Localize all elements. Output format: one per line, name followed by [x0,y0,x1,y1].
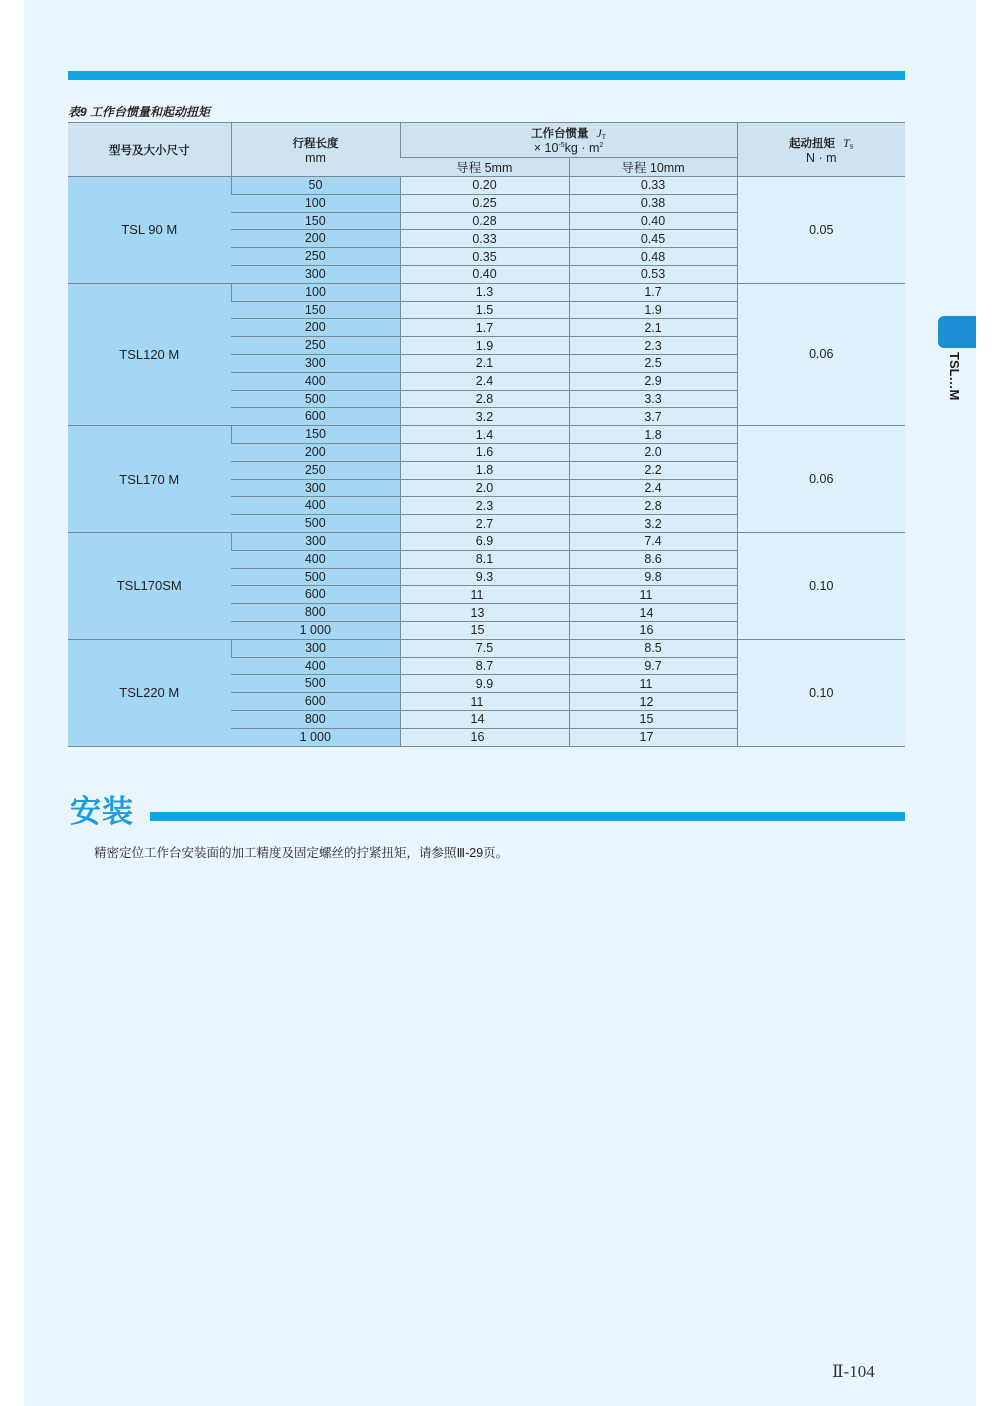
inertia-5mm-cell: 1.6 [400,443,569,461]
stroke-cell: 250 [231,248,400,266]
torque-cell: 0.05 [737,177,905,284]
inertia-10mm-cell: 3.7 [569,408,737,426]
stroke-cell: 100 [231,194,400,212]
inertia-10mm-cell: 2.8 [569,497,737,515]
inertia-10mm-cell: 2.9 [569,372,737,390]
torque-cell: 0.10 [737,532,905,639]
stroke-cell: 200 [231,319,400,337]
table-caption: 表9 工作台惯量和起动扭矩 [68,105,211,119]
inertia-5mm-cell: 11 [400,586,569,604]
torque-cell: 0.06 [737,283,905,425]
stroke-cell: 800 [231,710,400,728]
inertia-10mm-cell: 12 [569,693,737,711]
inertia-5mm-cell: 13 [400,604,569,622]
inertia-5mm-cell: 0.28 [400,212,569,230]
header-stroke [231,123,400,177]
inertia-5mm-cell: 0.20 [400,177,569,195]
stroke-cell: 1 000 [231,621,400,639]
side-tab-marker [938,316,976,348]
inertia-5mm-cell: 8.7 [400,657,569,675]
stroke-cell: 200 [231,443,400,461]
inertia-10mm-cell: 16 [569,621,737,639]
stroke-cell: 500 [231,568,400,586]
table-row [68,426,905,444]
inertia-10mm-cell: 1.8 [569,426,737,444]
inertia-10mm-cell: 0.48 [569,248,737,266]
inertia-10mm-cell: 9.8 [569,568,737,586]
top-accent-bar [68,71,905,80]
stroke-cell: 600 [231,586,400,604]
header-inertia-label: 工作台惯量 [530,128,589,140]
stroke-cell: 300 [231,639,400,657]
header-stroke-unit: mm [305,150,326,165]
table-row [68,177,905,195]
torque-cell: 0.10 [737,639,905,746]
header-inertia-unit: × $10^{-5}kg \cdot m^2$ [533,141,604,155]
stroke-cell: 150 [231,426,400,444]
inertia-symbol: $J_T$ [596,126,607,141]
inertia-10mm-cell: 1.9 [569,301,737,319]
table-row [68,639,905,657]
stroke-cell: 400 [231,550,400,568]
stroke-cell: 150 [231,301,400,319]
header-torque-unit: N · m [805,150,837,165]
inertia-10mm-cell: 8.5 [569,639,737,657]
installation-title: 安装 [70,794,134,829]
stroke-cell: 500 [231,390,400,408]
inertia-5mm-cell: 3.2 [400,408,569,426]
model-cell: TSL170SM [68,532,231,639]
model-cell: TSL120 M [68,283,231,425]
inertia-10mm-cell: 2.5 [569,354,737,372]
stroke-cell: 600 [231,693,400,711]
inertia-5mm-cell: 15 [400,621,569,639]
inertia-5mm-cell: 2.7 [400,515,569,533]
stroke-cell: 300 [231,354,400,372]
stroke-cell: 400 [231,657,400,675]
table-row [68,532,905,550]
stroke-cell: 500 [231,515,400,533]
torque-cell: 0.06 [737,426,905,533]
inertia-5mm-cell: 1.9 [400,337,569,355]
stroke-cell: 300 [231,479,400,497]
inertia-5mm-cell: 1.8 [400,461,569,479]
inertia-5mm-cell: 0.33 [400,230,569,248]
stroke-cell: 400 [231,372,400,390]
inertia-10mm-cell: 0.45 [569,230,737,248]
inertia-10mm-cell: 2.0 [569,443,737,461]
header-lead-5: 导程 5mm [400,158,569,177]
stroke-cell: 800 [231,604,400,622]
table-body [68,177,905,747]
header-torque [737,123,905,177]
inertia-10mm-cell: 3.2 [569,515,737,533]
header-lead-10: 导程 10mm [569,158,737,177]
stroke-cell: 300 [231,265,400,283]
stroke-cell: 50 [231,177,400,195]
inertia-5mm-cell: 9.9 [400,675,569,693]
stroke-cell: 1 000 [231,728,400,746]
inertia-10mm-cell: 7.4 [569,532,737,550]
inertia-5mm-cell: 2.1 [400,354,569,372]
section-accent-bar [150,812,905,821]
inertia-10mm-cell: 1.7 [569,283,737,301]
stroke-cell: 600 [231,408,400,426]
inertia-5mm-cell: 1.5 [400,301,569,319]
inertia-5mm-cell: 16 [400,728,569,746]
inertia-10mm-cell: 3.3 [569,390,737,408]
inertia-10mm-cell: 0.38 [569,194,737,212]
inertia-10mm-cell: 17 [569,728,737,746]
stroke-cell: 200 [231,230,400,248]
header-stroke-label: 行程长度 [292,137,339,150]
header-inertia [400,123,737,158]
inertia-10mm-cell: 0.53 [569,265,737,283]
stroke-cell: 250 [231,461,400,479]
inertia-5mm-cell: 9.3 [400,568,569,586]
inertia-10mm-cell: 2.1 [569,319,737,337]
inertia-10mm-cell: 9.7 [569,657,737,675]
model-cell: TSL220 M [68,639,231,746]
inertia-10mm-cell: 0.40 [569,212,737,230]
inertia-10mm-cell: 8.6 [569,550,737,568]
header-model: 型号及大小尺寸 [68,123,231,177]
inertia-5mm-cell: 2.3 [400,497,569,515]
inertia-10mm-cell: 11 [569,586,737,604]
table-row [68,283,905,301]
model-cell: TSL170 M [68,426,231,533]
side-tab-label: TSL…M [947,352,962,401]
inertia-5mm-cell: 6.9 [400,532,569,550]
inertia-10mm-cell: 15 [569,710,737,728]
inertia-5mm-cell: 1.7 [400,319,569,337]
inertia-torque-table [68,122,905,747]
inertia-5mm-cell: 0.35 [400,248,569,266]
inertia-5mm-cell: 11 [400,693,569,711]
inertia-10mm-cell: 0.33 [569,177,737,195]
inertia-10mm-cell: 2.2 [569,461,737,479]
inertia-5mm-cell: 0.25 [400,194,569,212]
inertia-5mm-cell: 2.8 [400,390,569,408]
inertia-10mm-cell: 2.4 [569,479,737,497]
inertia-5mm-cell: 2.4 [400,372,569,390]
inertia-5mm-cell: 14 [400,710,569,728]
page-number: Ⅱ-104 [832,1362,875,1381]
inertia-5mm-cell: 1.4 [400,426,569,444]
inertia-5mm-cell: 7.5 [400,639,569,657]
stroke-cell: 250 [231,337,400,355]
header-torque-label: 起动扭矩 [788,137,835,150]
inertia-5mm-cell: 0.40 [400,265,569,283]
inertia-5mm-cell: 2.0 [400,479,569,497]
inertia-10mm-cell: 11 [569,675,737,693]
inertia-10mm-cell: 2.3 [569,337,737,355]
inertia-10mm-cell: 14 [569,604,737,622]
stroke-cell: 150 [231,212,400,230]
installation-text: 精密定位工作台安装面的加工精度及固定螺丝的拧紧扭矩，请参照Ⅲ-29页。 [94,846,509,860]
stroke-cell: 500 [231,675,400,693]
inertia-5mm-cell: 8.1 [400,550,569,568]
model-cell: TSL 90 M [68,177,231,284]
stroke-cell: 400 [231,497,400,515]
stroke-cell: 100 [231,283,400,301]
stroke-cell: 300 [231,532,400,550]
inertia-5mm-cell: 1.3 [400,283,569,301]
torque-symbol: $T_S$ [842,135,854,151]
